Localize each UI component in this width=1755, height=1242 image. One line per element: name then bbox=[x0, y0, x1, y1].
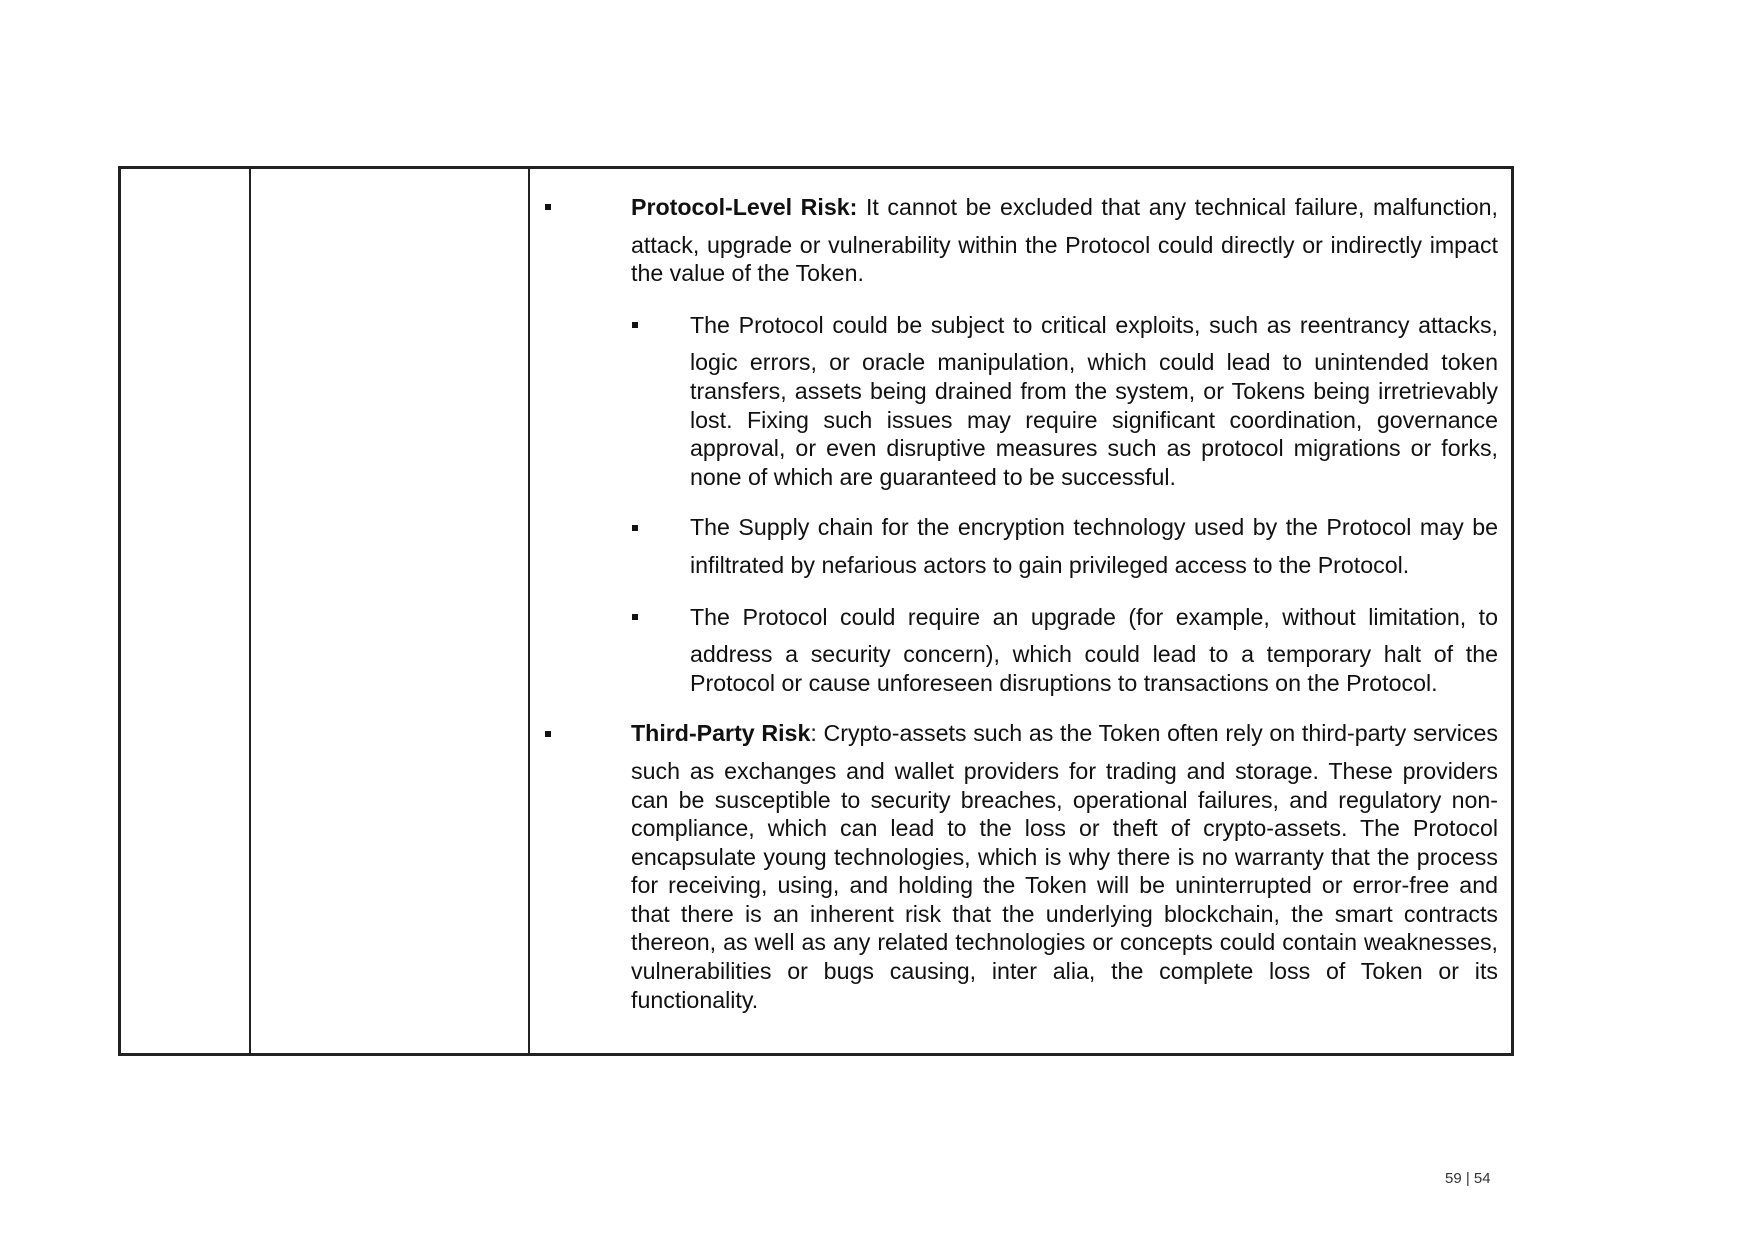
square-bullet-icon bbox=[543, 719, 553, 748]
square-bullet-icon bbox=[630, 311, 640, 340]
sub-item-text: infiltrated by nefarious actors to gain privileged access to the Protocol. bbox=[690, 551, 1410, 578]
sub-item-text: logic errors, or oracle manipulation, which could lead to unintended token transfers, assets being drained from the system, or Tokens being irretrievably lost. Fixing such issues may require significant coordination, governance approval, or even disruptive measures such as protocol migrations or forks, none of which are guaranteed to be successful. bbox=[690, 349, 1498, 490]
sub-item-text: address a security concern), which could lead to a temporary halt of the Protocol or cause unforeseen disruptions to transactions on the Protocol. bbox=[690, 641, 1498, 696]
square-bullet-icon bbox=[630, 603, 640, 632]
page-number: 59 | 54 bbox=[1445, 1170, 1491, 1187]
third-party-risk-lead: : Crypto-assets such as the Token often rely on third-party services bbox=[810, 720, 1498, 747]
third-party-risk-item bbox=[631, 719, 1498, 1014]
table-column-empty-2 bbox=[251, 169, 530, 1053]
sub-item-first-line: The Protocol could require an upgrade (for example, without limitation, to bbox=[690, 603, 1498, 630]
table-column-empty-1 bbox=[121, 169, 251, 1053]
third-party-risk-text: such as exchanges and wallet providers for trading and storage. These providers can be susceptible to security breaches, operational failures, and regulatory non-compliance, which can lead to the loss or theft of crypto-assets. The Protocol encapsulate young technologies, which is why there is no warranty that the process for receiving, using, and holding the Token will be uninterrupted or error-free and that there is an inherent risk that the underlying blockchain, the smart contracts thereon, as well as any related technologies or concepts could contain weaknesses, vulnerabilities or bugs causing, inter alia, the complete loss of Token or its functionality. bbox=[631, 757, 1498, 1013]
protocol-level-risk-item bbox=[631, 193, 1498, 288]
sub-item-first-line: The Supply chain for the encryption technology used by the Protocol may be bbox=[690, 514, 1498, 541]
table-column-content bbox=[530, 169, 1511, 1053]
protocol-sub-item-supply-chain bbox=[690, 513, 1498, 579]
protocol-level-risk-lead: It cannot be excluded that any technical failure, malfunction, bbox=[857, 194, 1498, 220]
sub-item-first-line: The Protocol could be subject to critical exploits, such as reentrancy attacks, bbox=[690, 311, 1498, 338]
protocol-sub-item-exploits bbox=[690, 311, 1498, 492]
third-party-risk-first-line bbox=[631, 719, 1498, 748]
protocol-level-risk-title: Protocol-Level Risk: bbox=[631, 194, 858, 220]
protocol-sub-item-upgrade bbox=[690, 603, 1498, 698]
protocol-level-risk-first-line bbox=[631, 193, 1498, 222]
protocol-level-risk-text: attack, upgrade or vulnerability within the Protocol could directly or indirectly impact the value of the Token. bbox=[631, 231, 1498, 287]
square-bullet-icon bbox=[630, 513, 640, 542]
risk-table bbox=[118, 166, 1514, 1056]
square-bullet-icon bbox=[543, 193, 553, 222]
third-party-risk-title: Third-Party Risk bbox=[631, 720, 811, 747]
